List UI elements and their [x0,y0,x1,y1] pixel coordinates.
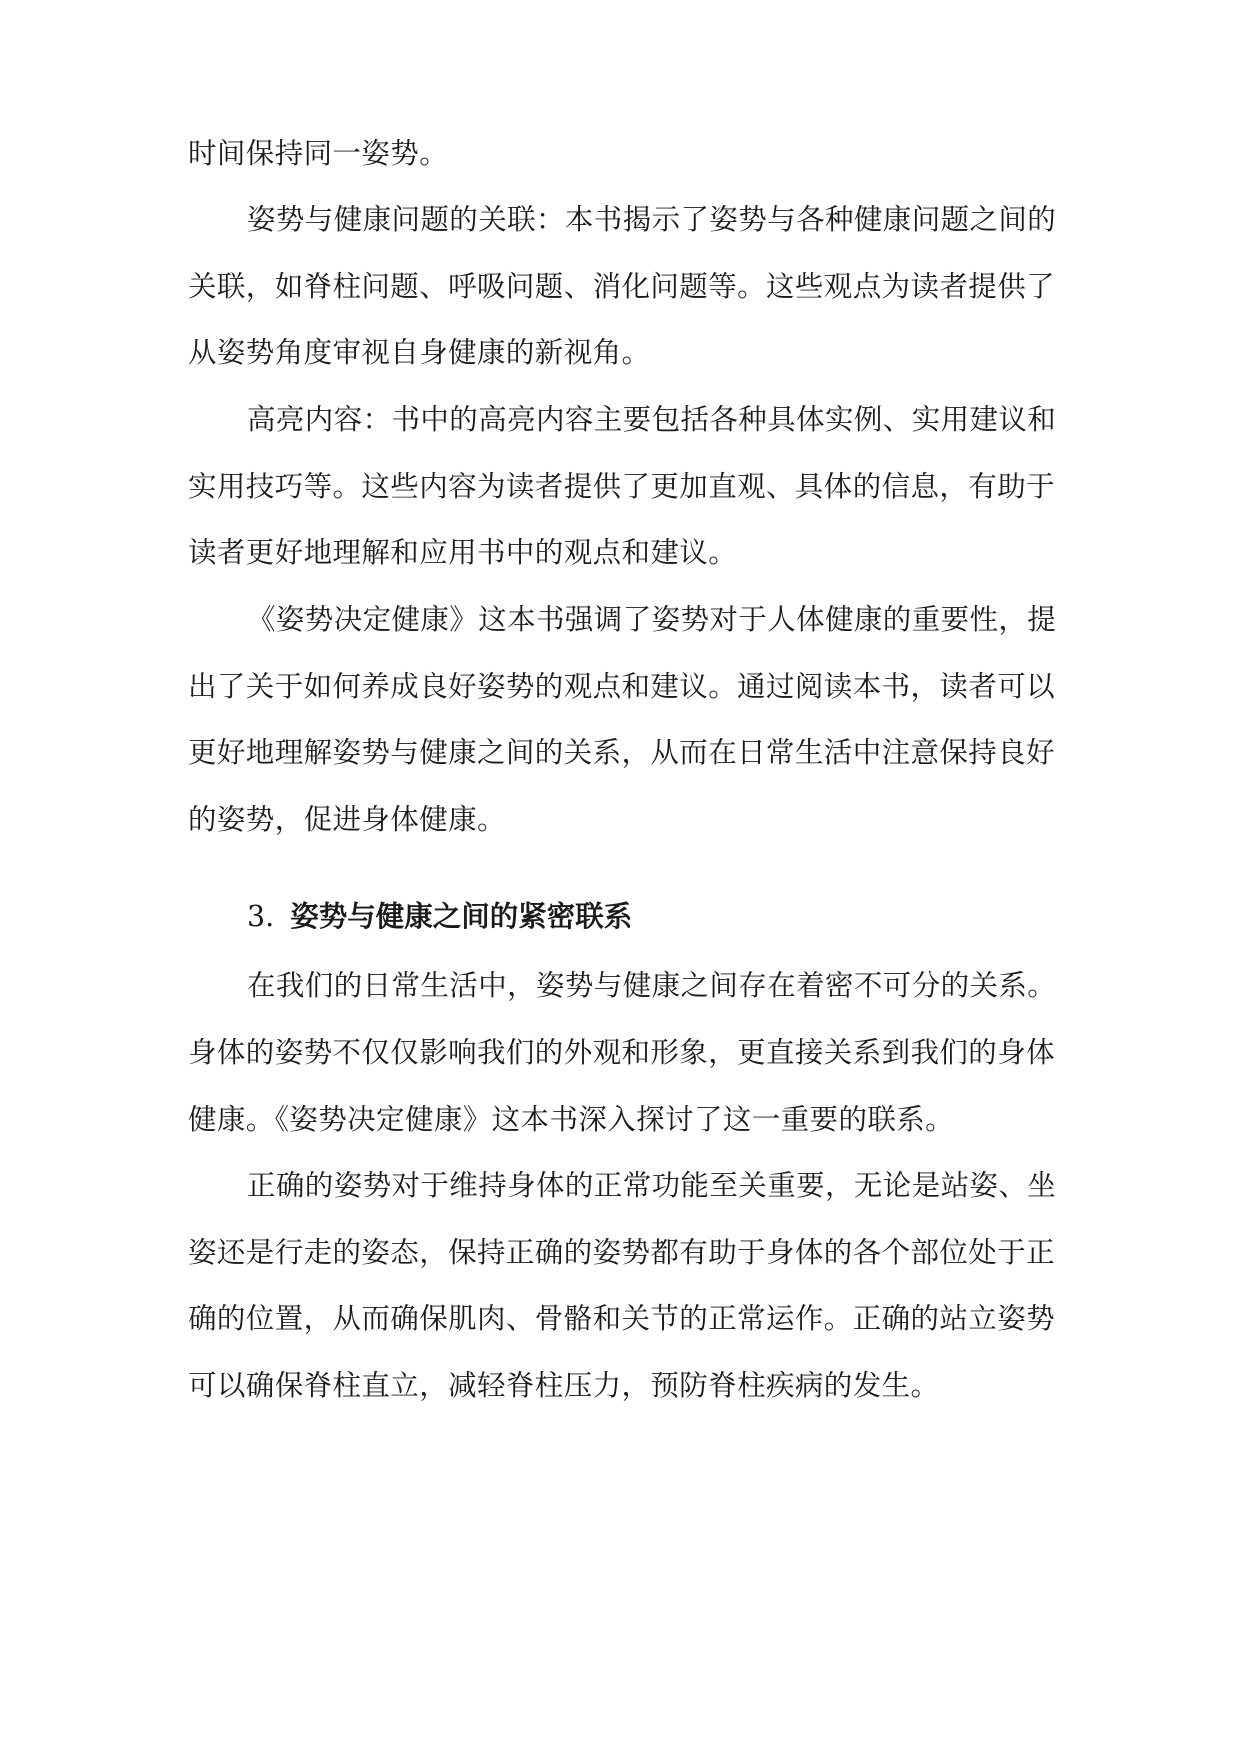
text-line: 更好地理解姿势与健康之间的关系，从而在日常生活中注意保持良好 [188,736,1056,769]
text-line: 姿势与健康问题的关联：本书揭示了姿势与各种健康问题之间的 [247,203,1057,236]
text-line: 正确的姿势对于维持身体的正常功能至关重要，无论是站姿、坐 [247,1169,1057,1202]
text-line: 的姿势，促进身体健康。 [188,803,506,836]
text-line: 时间保持同一姿势。 [188,137,449,170]
section-title: 姿势与健康之间的紧密联系 [290,900,633,933]
text-line: 可以确保脊柱直立，减轻脊柱压力，预防脊柱疾病的发生。 [188,1369,940,1402]
section-heading [247,897,632,937]
text-line: 出了关于如何养成良好姿势的观点和建议。通过阅读本书，读者可以 [188,670,1056,703]
text-line: 《姿势决定健康》这本书强调了姿势对于人体健康的重要性，提 [247,603,1057,636]
text-line: 高亮内容：书中的高亮内容主要包括各种具体实例、实用建议和 [247,403,1057,436]
text-line: 从姿势角度审视自身健康的新视角。 [188,336,651,369]
text-line: 身体的姿势不仅仅影响我们的外观和形象，更直接关系到我们的身体 [188,1036,1056,1069]
text-line: 实用技巧等。这些内容为读者提供了更加直观、具体的信息，有助于 [188,470,1056,503]
text-line: 读者更好地理解和应用书中的观点和建议。 [188,536,738,569]
text-line: 在我们的日常生活中，姿势与健康之间存在着密不可分的关系。 [247,969,1057,1002]
text-line: 关联，如脊柱问题、呼吸问题、消化问题等。这些观点为读者提供了 [188,270,1056,303]
text-line: 确的位置，从而确保肌肉、骨骼和关节的正常运作。正确的站立姿势 [188,1302,1056,1335]
text-line: 健康。《姿势决定健康》这本书深入探讨了这一重要的联系。 [188,1103,955,1136]
section-number: 3. [247,900,275,933]
text-line: 姿还是行走的姿态，保持正确的姿势都有助于身体的各个部位处于正 [188,1236,1056,1269]
